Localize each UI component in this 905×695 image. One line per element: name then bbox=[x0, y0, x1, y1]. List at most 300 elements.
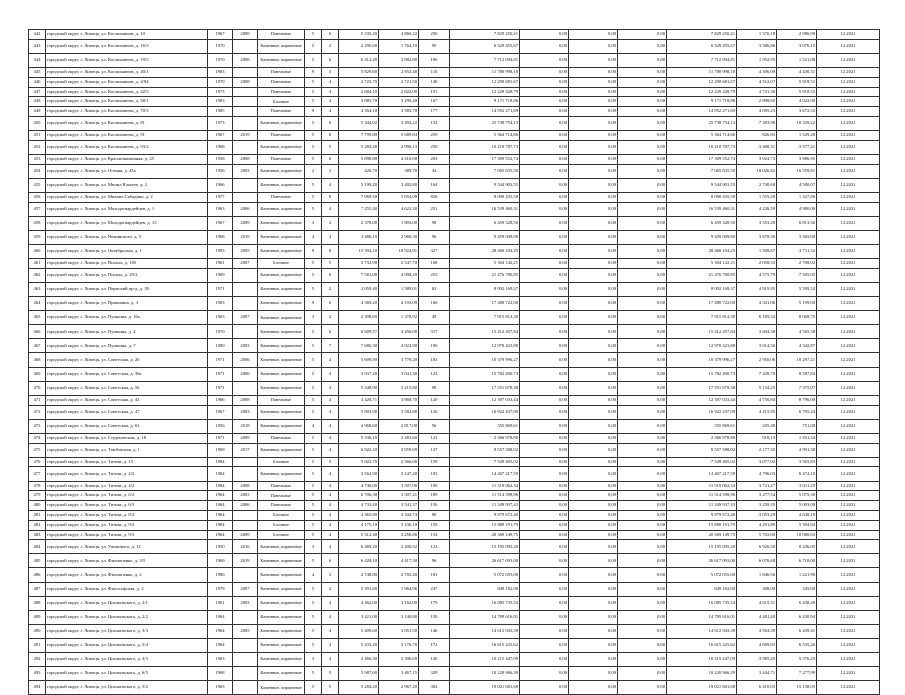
wall-material-cell: Блочные bbox=[258, 510, 305, 520]
total-cost-cell: 10 379 996,27 bbox=[667, 353, 737, 367]
floors-cell: 5 bbox=[305, 681, 322, 695]
repair-cost-cell: 355 869,61 bbox=[450, 419, 520, 433]
deadline-cell: 12.2021 bbox=[817, 97, 880, 107]
total-cost-cell: 15 412 457,84 bbox=[667, 325, 737, 339]
budget-share-cell: 0,00 bbox=[569, 283, 618, 297]
unit-cost-cell: 4 095,23 bbox=[737, 107, 777, 117]
total-cost-cell: 7 915 814,30 bbox=[667, 311, 737, 325]
wall-material-cell: Каменные, кирпичные bbox=[258, 681, 305, 695]
deadline-cell: 12.2021 bbox=[817, 325, 880, 339]
residents-cell: 196 bbox=[419, 339, 450, 353]
unit-cost-cell: 4 750,84 bbox=[737, 395, 777, 405]
living-area-cell: 4 103,09 bbox=[379, 297, 419, 311]
total-area-cell: 5 022,70 bbox=[339, 457, 379, 467]
budget-share-cell: 0,00 bbox=[569, 311, 618, 325]
table-row bbox=[29, 297, 880, 311]
owners-share-cell: 0,00 bbox=[618, 107, 667, 117]
address-cell: городской округ, г. Липецк, ул. Пушкина, д. 4 bbox=[46, 325, 208, 339]
limit-cost-cell: 5 199,00 bbox=[777, 297, 817, 311]
living-area-cell: 2 852,40 bbox=[379, 67, 419, 77]
table-row bbox=[29, 491, 880, 501]
deadline-cell: 12.2021 bbox=[817, 638, 880, 652]
total-cost-cell: 11 519 062,34 bbox=[667, 481, 737, 491]
unit-cost-cell: 4 306,09 bbox=[737, 67, 777, 77]
fund-share-cell: 0,00 bbox=[520, 116, 569, 130]
fund-share-cell: 0,00 bbox=[520, 311, 569, 325]
year-repair-cell: 2008 bbox=[233, 53, 258, 67]
entrances-cell: 5 bbox=[322, 140, 339, 154]
floors-cell: 5 bbox=[305, 140, 322, 154]
limit-cost-cell: 7 505,05 bbox=[777, 268, 817, 282]
wall-material-cell: Панельные bbox=[258, 77, 305, 87]
address-cell: городской округ, г. Липецк, ул. Космонавтов, д. 91 bbox=[46, 131, 208, 141]
unit-cost-cell: 205,48 bbox=[737, 419, 777, 433]
repair-cost-cell: 26 617 093,00 bbox=[450, 554, 520, 568]
total-cost-cell: 12 229 428,79 bbox=[667, 87, 737, 97]
total-cost-cell: 8 092 169,37 bbox=[667, 283, 737, 297]
fund-share-cell: 0,00 bbox=[520, 638, 569, 652]
wall-material-cell: Каменные, кирпичные bbox=[258, 467, 305, 481]
table-row bbox=[29, 107, 880, 117]
entrances-cell: 8 bbox=[322, 131, 339, 141]
table-row bbox=[29, 339, 880, 353]
floors-cell: 9 bbox=[305, 107, 322, 117]
table-row bbox=[29, 230, 880, 244]
fund-share-cell: 0,00 bbox=[520, 510, 569, 520]
year-built-cell: 1984 bbox=[208, 481, 233, 491]
row-number: 481 bbox=[29, 510, 46, 520]
repair-cost-cell: 8 092 169,37 bbox=[450, 283, 520, 297]
entrances-cell: 6 bbox=[322, 325, 339, 339]
deadline-cell: 12.2021 bbox=[817, 510, 880, 520]
fund-share-cell: 0,00 bbox=[520, 107, 569, 117]
entrances-cell: 4 bbox=[322, 481, 339, 491]
total-cost-cell: 9 459 009,80 bbox=[667, 230, 737, 244]
repair-cost-cell: 20 369 149,75 bbox=[450, 530, 520, 540]
residents-cell: 251 bbox=[419, 202, 450, 216]
fund-share-cell: 0,00 bbox=[520, 520, 569, 530]
fund-share-cell: 0,00 bbox=[520, 405, 569, 419]
residents-cell: 103 bbox=[419, 467, 450, 481]
entrances-cell: 5 bbox=[322, 681, 339, 695]
address-cell: городской округ, г. Липецк, ул. Циолковского, д. 3/4 bbox=[46, 638, 208, 652]
fund-share-cell: 0,00 bbox=[520, 554, 569, 568]
year-repair-cell bbox=[233, 681, 258, 695]
living-area-cell: 2 490,92 bbox=[379, 540, 419, 554]
address-cell: городской округ, г. Липецк, ул. Космонавтов, д. 81 bbox=[46, 116, 208, 130]
repair-cost-cell: 12 229 428,79 bbox=[450, 87, 520, 97]
deadline-cell: 12.2021 bbox=[817, 107, 880, 117]
fund-share-cell: 0,00 bbox=[520, 395, 569, 405]
budget-share-cell: 0,00 bbox=[569, 554, 618, 568]
budget-share-cell: 0,00 bbox=[569, 230, 618, 244]
table-row bbox=[29, 325, 880, 339]
entrances-cell: 4 bbox=[322, 520, 339, 530]
deadline-cell: 12.2021 bbox=[817, 443, 880, 457]
residents-cell: 826 bbox=[419, 192, 450, 202]
table-row bbox=[29, 353, 880, 367]
entrances-cell: 4 bbox=[322, 467, 339, 481]
total-area-cell: 4 968,60 bbox=[339, 419, 379, 433]
owners-share-cell: 0,00 bbox=[618, 405, 667, 419]
year-built-cell: 1968 bbox=[208, 667, 233, 681]
address-cell: городской округ, г. Липецк, ул. Пихаль, д. 10б bbox=[46, 259, 208, 269]
repair-cost-cell: 14 952 271,69 bbox=[450, 107, 520, 117]
living-area-cell: 5 054,00 bbox=[379, 192, 419, 202]
row-number: 470 bbox=[29, 381, 46, 395]
total-area-cell: 2 748,80 bbox=[339, 568, 379, 582]
row-number: 491 bbox=[29, 638, 46, 652]
owners-share-cell: 0,00 bbox=[618, 140, 667, 154]
table-row bbox=[29, 457, 880, 467]
year-repair-cell: 2003 bbox=[233, 491, 258, 501]
table-row bbox=[29, 610, 880, 624]
owners-share-cell: 0,00 bbox=[618, 433, 667, 443]
entrances-cell: 6 bbox=[322, 154, 339, 164]
table-row bbox=[29, 395, 880, 405]
floors-cell: 5 bbox=[305, 433, 322, 443]
living-area-cell: 2 721,50 bbox=[379, 77, 419, 87]
limit-cost-cell: 1 331,34 bbox=[777, 433, 817, 443]
unit-cost-cell: 18 026,82 bbox=[737, 164, 777, 178]
entrances-cell: 4 bbox=[322, 610, 339, 624]
deadline-cell: 12.2021 bbox=[817, 87, 880, 97]
deadline-cell: 12.2021 bbox=[817, 339, 880, 353]
address-cell: городской округ, г. Липецк, ул. Титова, д. 9/3 bbox=[46, 530, 208, 540]
owners-share-cell: 0,00 bbox=[618, 39, 667, 53]
floors-cell: 5 bbox=[305, 443, 322, 457]
budget-share-cell: 0,00 bbox=[569, 77, 618, 87]
deadline-cell: 12.2021 bbox=[817, 395, 880, 405]
address-cell: городской округ, г. Липецк, ул. Советская, д. 56 bbox=[46, 381, 208, 395]
repair-cost-cell: 10 215 447,09 bbox=[450, 653, 520, 667]
year-repair-cell: 2008 bbox=[233, 481, 258, 491]
address-cell: городской округ, г. Липецк, ул. Циолковского, д. 2/2 bbox=[46, 610, 208, 624]
fund-share-cell: 0,00 bbox=[520, 443, 569, 457]
wall-material-cell: Каменные, кирпичные bbox=[258, 381, 305, 395]
budget-share-cell: 0,00 bbox=[569, 268, 618, 282]
row-number: 474 bbox=[29, 433, 46, 443]
year-built-cell: 1983 bbox=[208, 297, 233, 311]
wall-material-cell: Каменные, кирпичные bbox=[258, 164, 305, 178]
entrances-cell: 6 bbox=[322, 554, 339, 568]
total-area-cell: 6 469,20 bbox=[339, 540, 379, 554]
limit-cost-cell: 6 439,41 bbox=[777, 624, 817, 638]
total-area-cell: 5 348,90 bbox=[339, 381, 379, 395]
unit-cost-cell: 3 985,45 bbox=[737, 653, 777, 667]
table-row bbox=[29, 178, 880, 192]
address-cell: городской округ, г. Липецк, ул. Советская, д. 63 bbox=[46, 419, 208, 433]
budget-share-cell: 0,00 bbox=[569, 653, 618, 667]
unit-cost-cell: 1 846,56 bbox=[737, 568, 777, 582]
owners-share-cell: 0,00 bbox=[618, 97, 667, 107]
total-cost-cell: 5 072 055,00 bbox=[667, 568, 737, 582]
year-built-cell: 1963 bbox=[208, 681, 233, 695]
residents-cell: 98 bbox=[419, 216, 450, 230]
wall-material-cell: Каменные, кирпичные bbox=[258, 216, 305, 230]
total-area-cell: 4 369,20 bbox=[339, 297, 379, 311]
total-cost-cell: 16 085 735,54 bbox=[667, 596, 737, 610]
repair-cost-cell: 7 549 405,02 bbox=[450, 457, 520, 467]
unit-cost-cell: 2 058,33 bbox=[737, 259, 777, 269]
floors-cell: 5 bbox=[305, 339, 322, 353]
fund-share-cell: 0,00 bbox=[520, 297, 569, 311]
year-built-cell: 1967 bbox=[208, 405, 233, 419]
fund-share-cell: 0,00 bbox=[520, 624, 569, 638]
residents-cell: 189 bbox=[419, 491, 450, 501]
year-repair-cell: 2005 bbox=[233, 624, 258, 638]
year-built-cell: 1966 bbox=[208, 395, 233, 405]
floors-cell: 4 bbox=[305, 230, 322, 244]
owners-share-cell: 0,00 bbox=[618, 230, 667, 244]
limit-cost-cell: 4 342,87 bbox=[777, 339, 817, 353]
residents-cell: 172 bbox=[419, 638, 450, 652]
table-row bbox=[29, 520, 880, 530]
total-cost-cell: 15 782 490,73 bbox=[667, 367, 737, 381]
year-built-cell: 1964 bbox=[208, 610, 233, 624]
living-area-cell: 1 589,01 bbox=[379, 283, 419, 297]
entrances-cell: 2 bbox=[322, 39, 339, 53]
year-repair-cell: 2008 bbox=[233, 395, 258, 405]
repair-cost-cell: 17 551 678,38 bbox=[450, 381, 520, 395]
total-area-cell: 2 725,70 bbox=[339, 77, 379, 87]
fund-share-cell: 0,00 bbox=[520, 87, 569, 97]
wall-material-cell: Каменные, кирпичные bbox=[258, 540, 305, 554]
total-area-cell: 7 686,30 bbox=[339, 339, 379, 353]
entrances-cell: 4 bbox=[322, 501, 339, 511]
unit-cost-cell: 4 291,89 bbox=[737, 520, 777, 530]
year-repair-cell bbox=[233, 667, 258, 681]
budget-share-cell: 0,00 bbox=[569, 178, 618, 192]
wall-material-cell: Каменные, кирпичные bbox=[258, 268, 305, 282]
repair-cost-cell: 17 488 722,00 bbox=[450, 297, 520, 311]
owners-share-cell: 0,00 bbox=[618, 164, 667, 178]
repair-cost-cell: 15 195 095,20 bbox=[450, 540, 520, 554]
residents-cell: 80 bbox=[419, 510, 450, 520]
total-area-cell: 3 486,10 bbox=[339, 230, 379, 244]
living-area-cell: 3 582,88 bbox=[379, 405, 419, 419]
residents-cell: 110 bbox=[419, 67, 450, 77]
budget-share-cell: 0,00 bbox=[569, 107, 618, 117]
owners-share-cell: 0,00 bbox=[618, 681, 667, 695]
year-built-cell: 1967 bbox=[208, 131, 233, 141]
unit-cost-cell: 3 586,86 bbox=[737, 39, 777, 53]
deadline-cell: 12.2021 bbox=[817, 268, 880, 282]
year-built-cell: 1950 bbox=[208, 540, 233, 554]
entrances-cell: 4 bbox=[322, 353, 339, 367]
living-area-cell: 2 960,30 bbox=[379, 230, 419, 244]
address-cell: городской округ, г. Липецк, ул. Советская, д. 26 bbox=[46, 353, 208, 367]
repair-cost-cell: 849 182,00 bbox=[450, 582, 520, 596]
budget-share-cell: 0,00 bbox=[569, 467, 618, 481]
limit-cost-cell: 5 376,29 bbox=[777, 653, 817, 667]
deadline-cell: 12.2021 bbox=[817, 53, 880, 67]
address-cell: городской округ, г. Липецк, ул. Циолковского, д. 2/1 bbox=[46, 596, 208, 610]
row-number: 464 bbox=[29, 297, 46, 311]
total-area-cell: 3 085,70 bbox=[339, 97, 379, 107]
budget-share-cell: 0,00 bbox=[569, 30, 618, 40]
deadline-cell: 12.2021 bbox=[817, 667, 880, 681]
year-repair-cell: 2003 bbox=[233, 405, 258, 419]
budget-share-cell: 0,00 bbox=[569, 202, 618, 216]
total-area-cell: 2 684,10 bbox=[339, 87, 379, 97]
entrances-cell: 7 bbox=[322, 339, 339, 353]
repair-cost-cell: 9 879 672,40 bbox=[450, 510, 520, 520]
address-cell: городской округ, г. Липецк, ул. Филиппенко, д. 2 bbox=[46, 568, 208, 582]
limit-cost-cell: 1 327,88 bbox=[777, 192, 817, 202]
living-area-cell: 3 959,69 bbox=[379, 443, 419, 457]
repair-cost-cell: 16 615 225,62 bbox=[450, 638, 520, 652]
entrances-cell: 4 bbox=[322, 87, 339, 97]
fund-share-cell: 0,00 bbox=[520, 367, 569, 381]
address-cell: городской округ, г. Липецк, ул. Михаил Сабадина, д. 2 bbox=[46, 192, 208, 202]
residents-cell: 140 bbox=[419, 77, 450, 87]
fund-share-cell: 0,00 bbox=[520, 339, 569, 353]
floors-cell: 4 bbox=[305, 568, 322, 582]
total-area-cell: 5 336,10 bbox=[339, 433, 379, 443]
total-area-cell: 5 829,60 bbox=[339, 67, 379, 77]
table-row bbox=[29, 501, 880, 511]
year-repair-cell: 2003 bbox=[233, 339, 258, 353]
address-cell: городской округ, г. Липецк, ул. Титова, д. 15 bbox=[46, 457, 208, 467]
repair-cost-cell: 10 379 996,27 bbox=[450, 353, 520, 367]
living-area-cell: 1 803,00 bbox=[379, 216, 419, 230]
entrances-cell: 4 bbox=[322, 540, 339, 554]
floors-cell: 5 bbox=[305, 405, 322, 419]
limit-cost-cell: 7 277,99 bbox=[777, 667, 817, 681]
unit-cost-cell: 7 438,70 bbox=[737, 367, 777, 381]
deadline-cell: 12.2021 bbox=[817, 30, 880, 40]
unit-cost-cell: 6 076,68 bbox=[737, 554, 777, 568]
fund-share-cell: 0,00 bbox=[520, 325, 569, 339]
entrances-cell: 6 bbox=[322, 116, 339, 130]
total-area-cell: 6 609,57 bbox=[339, 325, 379, 339]
table-row bbox=[29, 433, 880, 443]
year-repair-cell: 2018 bbox=[233, 419, 258, 433]
residents-cell: 179 bbox=[419, 596, 450, 610]
floors-cell: 5 bbox=[305, 510, 322, 520]
row-number: 482 bbox=[29, 520, 46, 530]
unit-cost-cell: 4 919,95 bbox=[737, 283, 777, 297]
repair-cost-cell: 5 304 142,21 bbox=[450, 259, 520, 269]
year-built-cell: 1980 bbox=[208, 339, 233, 353]
repair-cost-cell: 17 309 552,74 bbox=[450, 154, 520, 164]
total-area-cell: 7 069,50 bbox=[339, 192, 379, 202]
year-repair-cell: 2003 bbox=[233, 596, 258, 610]
residents-cell: 63 bbox=[419, 283, 450, 297]
year-built-cell: 1963 bbox=[208, 311, 233, 325]
deadline-cell: 12.2021 bbox=[817, 540, 880, 554]
wall-material-cell: Панельные bbox=[258, 30, 305, 40]
repair-cost-cell: 14 789 616,01 bbox=[450, 610, 520, 624]
address-cell: городской округ, г. Липецк, ул. Космонавтов, д. 16/3 bbox=[46, 39, 208, 53]
limit-cost-cell: 4 991,38 bbox=[777, 443, 817, 457]
year-built-cell: 1956 bbox=[208, 164, 233, 178]
budget-share-cell: 0,00 bbox=[569, 259, 618, 269]
repair-cost-cell: 6 329 455,67 bbox=[450, 39, 520, 53]
repair-cost-cell: 14 612 943,39 bbox=[450, 624, 520, 638]
fund-share-cell: 0,00 bbox=[520, 681, 569, 695]
row-number: 446 bbox=[29, 77, 46, 87]
table-row bbox=[29, 443, 880, 457]
total-area-cell: 4 175,10 bbox=[339, 520, 379, 530]
limit-cost-cell: 15 138,05 bbox=[777, 681, 817, 695]
address-cell: городской округ, г. Липецк, ул. Советская, д. 43 bbox=[46, 395, 208, 405]
total-cost-cell: 26 617 093,00 bbox=[667, 554, 737, 568]
residents-cell: 263 bbox=[419, 154, 450, 164]
entrances-cell: 4 bbox=[322, 97, 339, 107]
deadline-cell: 12.2021 bbox=[817, 554, 880, 568]
row-number: 471 bbox=[29, 395, 46, 405]
deadline-cell: 12.2021 bbox=[817, 283, 880, 297]
year-built-cell: 1961 bbox=[208, 596, 233, 610]
wall-material-cell: Каменные, кирпичные bbox=[258, 283, 305, 297]
residents-cell: 56 bbox=[419, 419, 450, 433]
total-cost-cell: 7 549 405,02 bbox=[667, 457, 737, 467]
year-repair-cell bbox=[233, 178, 258, 192]
total-cost-cell: 355 869,61 bbox=[667, 419, 737, 433]
unit-cost-cell: 2 898,60 bbox=[737, 97, 777, 107]
repair-cost-cell: 10 210 787,73 bbox=[450, 140, 520, 154]
total-cost-cell: 12 290 681,67 bbox=[667, 77, 737, 87]
entrances-cell: 4 bbox=[322, 443, 339, 457]
residents-cell: 49 bbox=[419, 311, 450, 325]
deadline-cell: 12.2021 bbox=[817, 582, 880, 596]
year-repair-cell bbox=[233, 610, 258, 624]
unit-cost-cell: 3 678,36 bbox=[737, 230, 777, 244]
unit-cost-cell: 5 134,25 bbox=[737, 381, 777, 395]
budget-share-cell: 0,00 bbox=[569, 192, 618, 202]
year-repair-cell: 2019 bbox=[233, 131, 258, 141]
year-repair-cell bbox=[233, 638, 258, 652]
residents-cell: 167 bbox=[419, 97, 450, 107]
row-number: 461 bbox=[29, 259, 46, 269]
table-row bbox=[29, 154, 880, 164]
year-built-cell: 1977 bbox=[208, 192, 233, 202]
fund-share-cell: 0,00 bbox=[520, 491, 569, 501]
table-row bbox=[29, 131, 880, 141]
repair-cost-cell: 25 738 754,13 bbox=[450, 116, 520, 130]
limit-cost-cell: 3 672,33 bbox=[777, 107, 817, 117]
owners-share-cell: 0,00 bbox=[618, 268, 667, 282]
year-repair-cell: 2007 bbox=[233, 259, 258, 269]
floors-cell: 5 bbox=[305, 457, 322, 467]
fund-share-cell: 0,00 bbox=[520, 140, 569, 154]
unit-cost-cell: 4 741,36 bbox=[737, 87, 777, 97]
unit-cost-cell: 3 924,73 bbox=[737, 154, 777, 164]
repair-cost-cell: 9 171 718,86 bbox=[450, 97, 520, 107]
year-repair-cell: 2006 bbox=[233, 501, 258, 511]
owners-share-cell: 0,00 bbox=[618, 510, 667, 520]
unit-cost-cell: 2 950,06 bbox=[737, 353, 777, 367]
row-number: 455 bbox=[29, 178, 46, 192]
wall-material-cell: Каменные, кирпичные bbox=[258, 405, 305, 419]
owners-share-cell: 0,00 bbox=[618, 554, 667, 568]
residents-cell: 196 bbox=[419, 53, 450, 67]
deadline-cell: 12.2021 bbox=[817, 481, 880, 491]
deadline-cell: 12.2021 bbox=[817, 624, 880, 638]
budget-share-cell: 0,00 bbox=[569, 245, 618, 259]
fund-share-cell: 0,00 bbox=[520, 353, 569, 367]
owners-share-cell: 0,00 bbox=[618, 245, 667, 259]
floors-cell: 5 bbox=[305, 131, 322, 141]
living-area-cell: 5 689,84 bbox=[379, 131, 419, 141]
floors-cell: 9 bbox=[305, 67, 322, 77]
repair-cost-cell: 11 514 598,96 bbox=[450, 491, 520, 501]
year-repair-cell bbox=[233, 457, 258, 467]
table-row bbox=[29, 530, 880, 540]
year-built-cell: 1983 bbox=[208, 67, 233, 77]
